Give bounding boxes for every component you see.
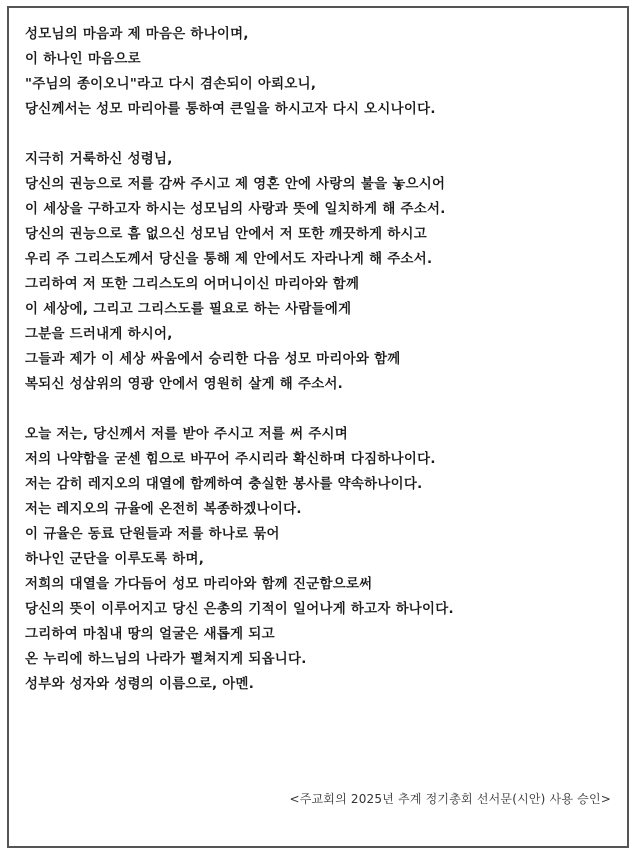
text-line: 이 세상에, 그리고 그리스도를 필요로 하는 사람들에게 (25, 302, 352, 317)
text-line: 하나인 군단을 이루도록 하며, (25, 552, 205, 567)
text-line: 저희의 대열을 가다듬어 성모 마리아와 함께 진군함으로써 (25, 577, 373, 592)
prayer-text (25, 22, 621, 722)
text-line: 오늘 저는, 당신께서 저를 받아 주시고 저를 써 주시며 (25, 427, 349, 442)
text-line: 저는 레지오의 규율에 온전히 복종하겠나이다. (25, 502, 302, 517)
text-line: 이 하나인 마음으로 (25, 52, 141, 67)
text-line: 성부와 성자와 성령의 이름으로, 아멘. (25, 677, 255, 692)
text-line: "주님의 종이오니"라고 다시 겸손되이 아뢰오니, (25, 77, 317, 92)
text-line: 그들과 제가 이 세상 싸움에서 승리한 다음 성모 마리아와 함께 (25, 352, 401, 367)
text-line: 우리 주 그리스도께서 당신을 통해 제 안에서도 자라나게 해 주소서. (25, 252, 433, 267)
stanza-1 (25, 22, 621, 122)
text-line: 성모님의 마음과 제 마음은 하나이며, (25, 27, 249, 42)
text-line: 복되신 성삼위의 영광 안에서 영원히 살게 해 주소서. (25, 377, 344, 392)
text-line: 당신의 권능으로 저를 감싸 주시고 제 영혼 안에 사랑의 불을 놓으시어 (25, 177, 446, 192)
text-line: 그분을 드러내게 하시어, (25, 327, 173, 342)
text-line: 그리하여 저 또한 그리스도의 어머니이신 마리아와 함께 (25, 277, 360, 292)
text-line: 그리하여 마침내 땅의 얼굴은 새롭게 되고 (25, 627, 275, 642)
text-line: 저는 감히 레지오의 대열에 함께하여 충실한 봉사를 약속하나이다. (25, 477, 423, 492)
text-line: 이 세상을 구하고자 하시는 성모님의 사랑과 뜻에 일치하게 해 주소서. (25, 202, 446, 217)
text-line: 이 규율은 동료 단원들과 저를 하나로 묶어 (25, 527, 280, 542)
document-page (7, 6, 629, 848)
text-line: 당신의 권능으로 흠 없으신 성모님 안에서 저 또한 깨끗하게 하시고 (25, 227, 428, 242)
text-line: 당신의 뜻이 이루어지고 당신 은총의 기적이 일어나게 하고자 하나이다. (25, 602, 454, 617)
text-line: 지극히 거룩하신 성령님, (25, 152, 173, 167)
text-line: 당신께서는 성모 마리아를 통하여 큰일을 하시고자 다시 오시나이다. (25, 102, 436, 117)
stanza-3 (25, 422, 621, 697)
approval-note: <주교회의 2025년 추계 정기총회 선서문(시안) 사용 승인> (289, 792, 611, 806)
text-line: 온 누리에 하느님의 나라가 펼쳐지게 되옵니다. (25, 652, 307, 667)
stanza-2 (25, 147, 621, 397)
text-line: 저의 나약함을 굳센 힘으로 바꾸어 주시리라 확신하며 다짐하나이다. (25, 452, 436, 467)
